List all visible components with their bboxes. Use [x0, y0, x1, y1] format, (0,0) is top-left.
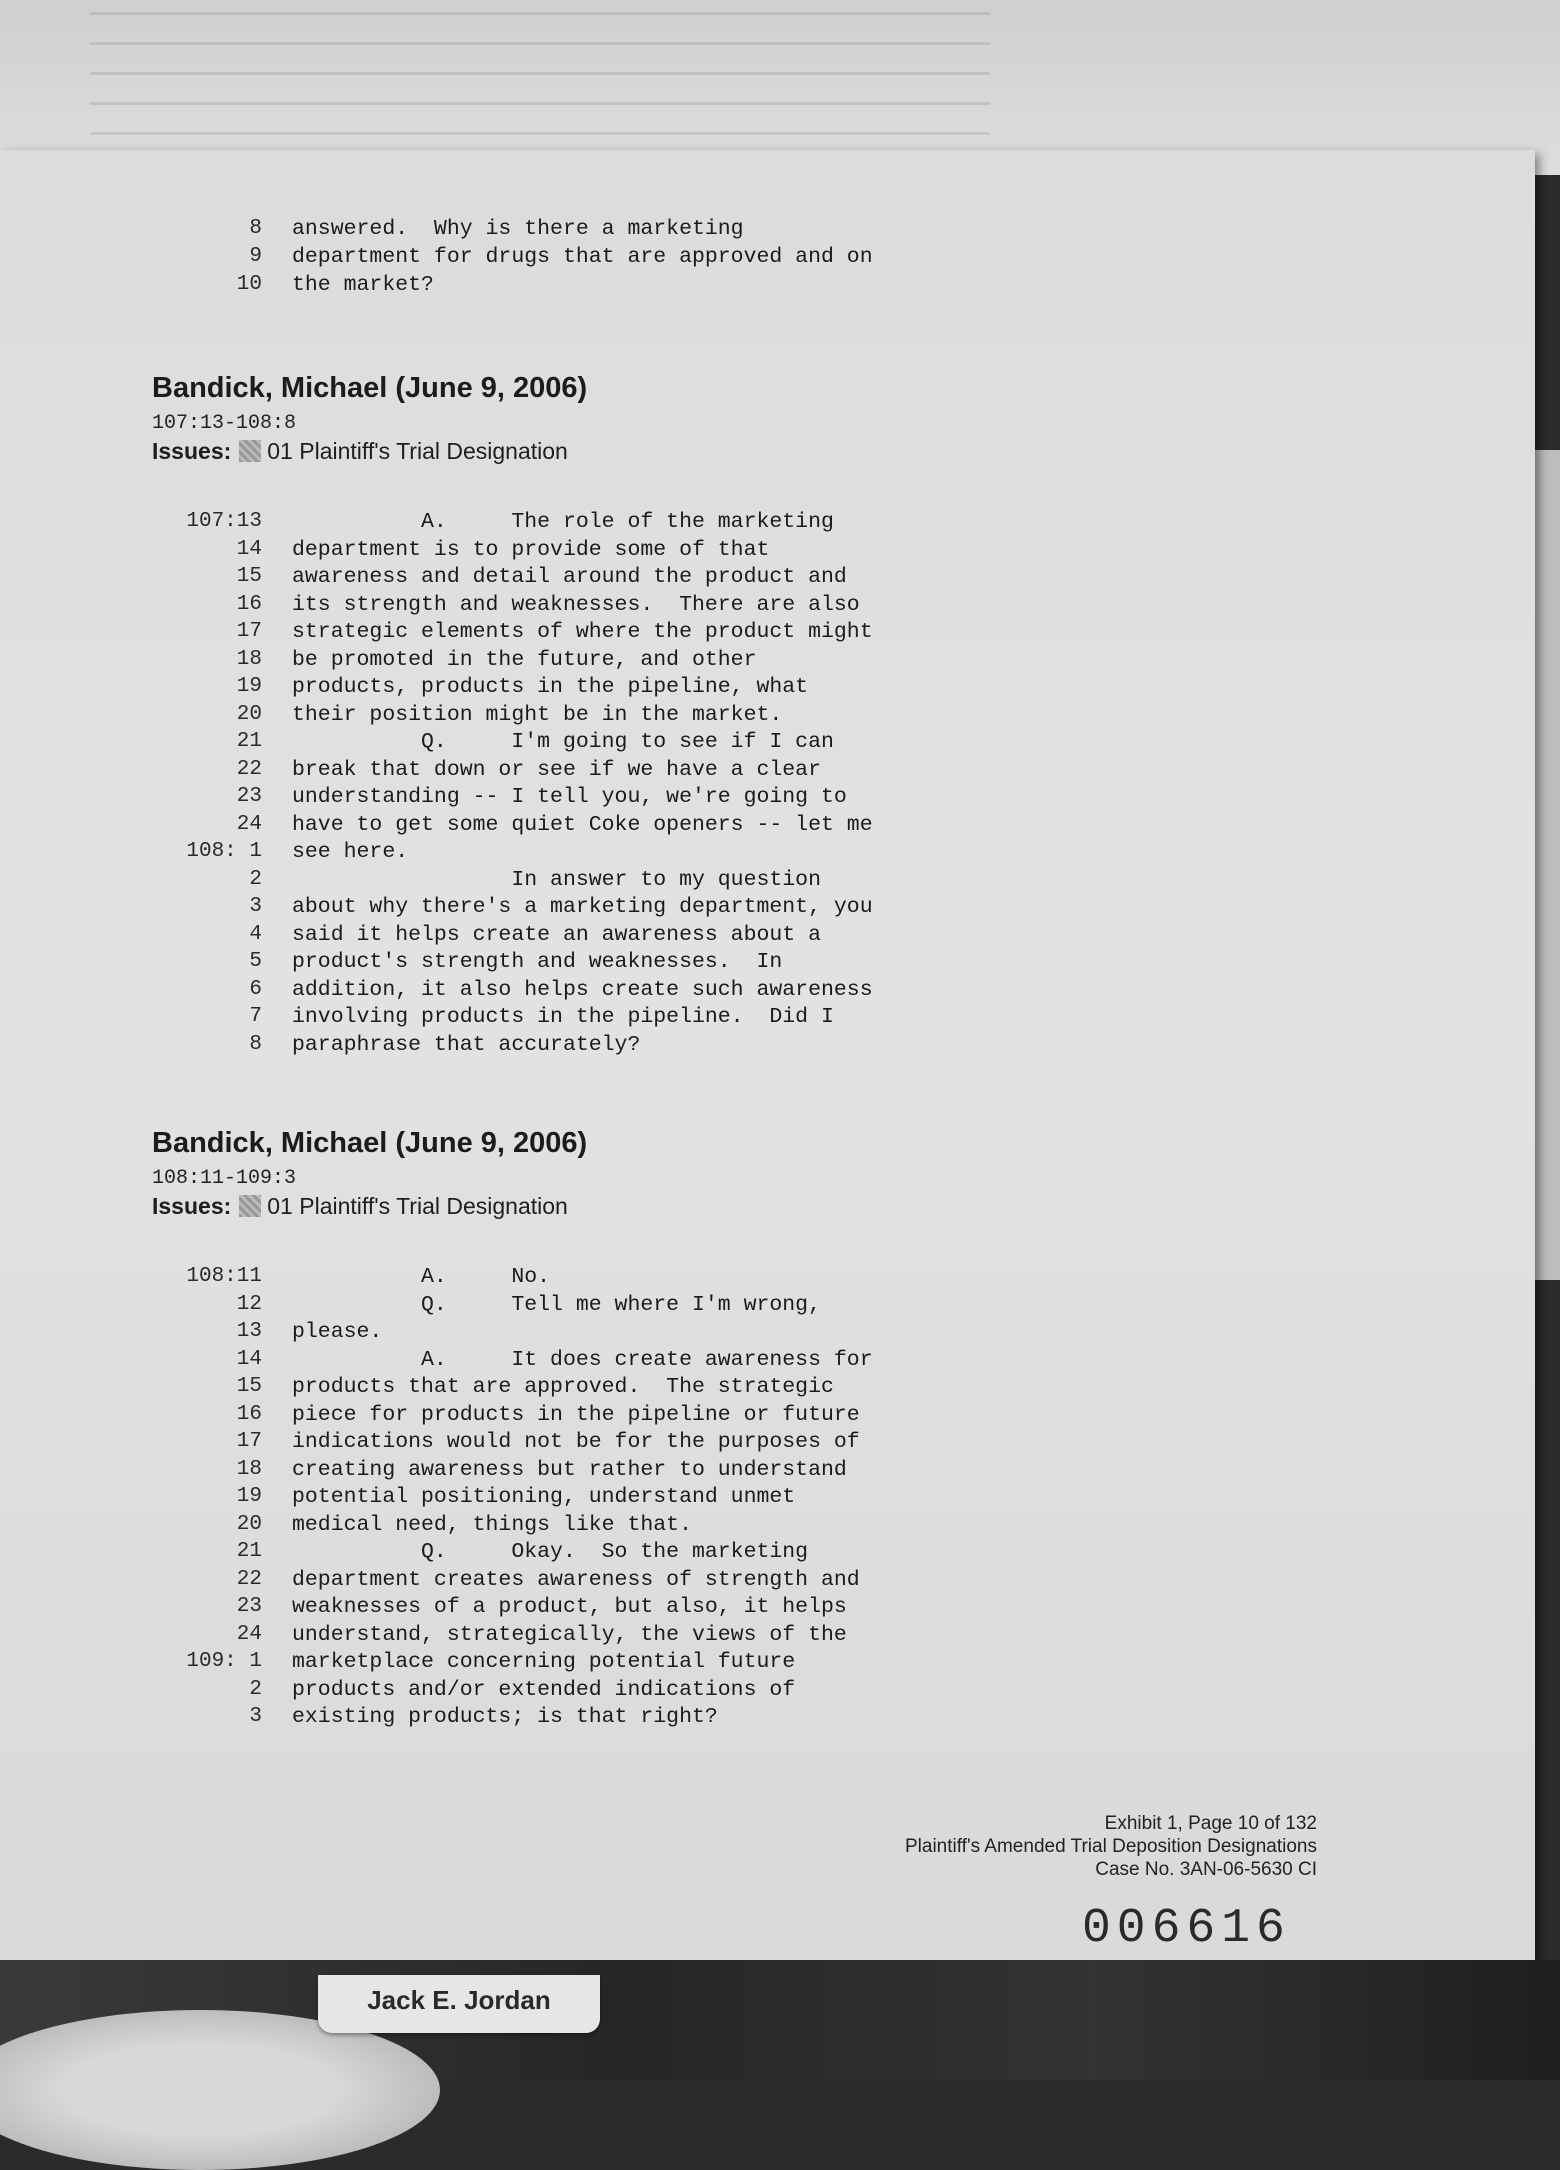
transcript-line: see here. — [292, 840, 409, 864]
transcript-line: the market? — [292, 273, 434, 297]
mug-rim — [0, 2010, 440, 2170]
line-number: 8 — [249, 217, 262, 240]
line-number: 22 — [236, 1567, 262, 1591]
line-number: 19 — [236, 675, 262, 698]
line-number: 14 — [236, 537, 262, 561]
line-number: 10 — [236, 273, 262, 296]
exhibit-page-line: Exhibit 1, Page 10 of 132 — [1104, 1813, 1317, 1834]
line-number: 3 — [249, 895, 262, 918]
line-number: 24 — [236, 1622, 262, 1646]
transcript-line: department for drugs that are approved and on — [292, 245, 873, 269]
transcript-line: answered. Why is there a marketing — [292, 217, 744, 241]
line-number: 16 — [236, 1402, 262, 1426]
transcript-line: department creates awareness of strength and — [292, 1567, 860, 1592]
transcript-line: break that down or see if we have a clear — [292, 757, 821, 782]
transcript-line: said it helps create an awareness about a — [292, 922, 821, 947]
transcript-line: medical need, things like that. — [292, 1512, 692, 1537]
transcript-line: please. — [292, 1320, 383, 1344]
transcript-line: potential positioning, understand unmet — [292, 1485, 796, 1509]
transcript-line: products that are approved. The strategic — [292, 1375, 834, 1399]
line-number: 16 — [236, 592, 262, 616]
line-number: 8 — [249, 1032, 262, 1056]
line-number: 2 — [249, 1677, 262, 1701]
line-number: 107:13 — [186, 510, 262, 533]
line-number: 21 — [236, 1540, 262, 1563]
line-number: 18 — [236, 1457, 262, 1481]
transcript-line: indications would not be for the purposes of — [292, 1430, 860, 1454]
line-number: 108: 1 — [186, 840, 262, 863]
transcript-line: In answer to my question — [292, 867, 821, 892]
transcript-line: have to get some quiet Coke openers -- let me — [292, 812, 873, 837]
line-number: 7 — [249, 1005, 262, 1028]
transcript-line: involving products in the pipeline. Did I — [292, 1005, 834, 1029]
transcript-line: its strength and weaknesses. There are also — [292, 592, 860, 617]
transcript-line: products and/or extended indications of — [292, 1677, 796, 1702]
transcript-line: existing products; is that right? — [292, 1705, 718, 1729]
issue-name: 01 Plaintiff's Trial Designation — [267, 1193, 568, 1219]
line-number: 20 — [236, 702, 262, 726]
line-number: 21 — [236, 730, 262, 753]
exhibit-title-line: Plaintiff's Amended Trial Deposition Designations — [904, 1836, 1317, 1857]
line-number: 2 — [249, 867, 262, 891]
folder-tab — [318, 1975, 600, 2033]
transcript-line: be promoted in the future, and other — [292, 647, 757, 672]
line-number: 22 — [236, 757, 262, 781]
transcript-line: addition, it also helps create such awareness — [292, 977, 873, 1002]
line-number: 17 — [236, 1430, 262, 1453]
transcript-line: Q. Okay. So the marketing — [292, 1540, 809, 1564]
line-number: 108:11 — [186, 1265, 262, 1288]
line-number: 109: 1 — [186, 1650, 262, 1673]
transcript-line: understand, strategically, the views of the — [292, 1622, 847, 1647]
line-number: 15 — [236, 1375, 262, 1398]
transcript-line: piece for products in the pipeline or future — [292, 1402, 860, 1427]
transcript-line: awareness and detail around the product and — [292, 565, 847, 589]
bleed-through-text — [90, 12, 990, 162]
page-line-range: 107:13-108:8 — [152, 412, 297, 435]
previous-page-edge — [0, 0, 1560, 175]
issues-label: Issues: — [152, 438, 232, 464]
issues-row — [152, 438, 568, 465]
transcript-line: department is to provide some of that — [292, 537, 770, 562]
transcript-line: marketplace concerning potential future — [292, 1650, 796, 1674]
transcript-line: Q. Tell me where I'm wrong, — [292, 1292, 821, 1317]
line-number: 6 — [249, 977, 262, 1001]
page-line-range: 108:11-109:3 — [152, 1167, 297, 1190]
issue-color-swatch — [239, 440, 261, 462]
transcript-line: creating awareness but rather to understand — [292, 1457, 847, 1482]
issues-label: Issues: — [152, 1193, 232, 1219]
exhibit-footer — [905, 1812, 1317, 1881]
line-number: 23 — [236, 785, 262, 808]
transcript-line: strategic elements of where the product might — [292, 620, 873, 644]
line-number: 12 — [236, 1292, 262, 1316]
case-number-line: Case No. 3AN-06-5630 CI — [1095, 1859, 1317, 1880]
witness-heading: Bandick, Michael (June 9, 2006) — [152, 372, 588, 404]
line-number: 23 — [236, 1595, 262, 1618]
transcript-line: A. No. — [292, 1265, 551, 1289]
transcript-line: A. It does create awareness for — [292, 1347, 873, 1372]
transcript-line: weaknesses of a product, but also, it helps — [292, 1595, 847, 1619]
transcript-line: product's strength and weaknesses. In — [292, 950, 783, 974]
line-number: 14 — [236, 1347, 262, 1371]
folder-tab-label: Jack E. Jordan — [367, 1985, 551, 2015]
transcript-line: A. The role of the marketing — [292, 510, 834, 534]
page-shadow-strip — [1535, 450, 1560, 1280]
line-number: 13 — [236, 1320, 262, 1343]
line-number: 24 — [236, 812, 262, 836]
line-number: 17 — [236, 620, 262, 643]
issue-color-swatch — [239, 1195, 261, 1217]
line-number: 4 — [249, 922, 262, 946]
line-number: 3 — [249, 1705, 262, 1728]
line-number: 15 — [236, 565, 262, 588]
transcript-line: Q. I'm going to see if I can — [292, 730, 834, 754]
witness-heading: Bandick, Michael (June 9, 2006) — [152, 1127, 588, 1159]
line-number: 5 — [249, 950, 262, 973]
transcript-line: understanding -- I tell you, we're going to — [292, 785, 847, 809]
line-number: 18 — [236, 647, 262, 671]
transcript-line: paraphrase that accurately? — [292, 1032, 641, 1057]
issues-row — [152, 1193, 568, 1220]
issue-name: 01 Plaintiff's Trial Designation — [267, 438, 568, 464]
transcript-line: their position might be in the market. — [292, 702, 783, 727]
line-number: 19 — [236, 1485, 262, 1508]
transcript-line: about why there's a marketing department, you — [292, 895, 873, 919]
bates-number: 006616 — [1082, 1902, 1291, 1956]
transcript-line: products, products in the pipeline, what — [292, 675, 809, 699]
line-number: 9 — [249, 245, 262, 268]
line-number: 20 — [236, 1512, 262, 1536]
